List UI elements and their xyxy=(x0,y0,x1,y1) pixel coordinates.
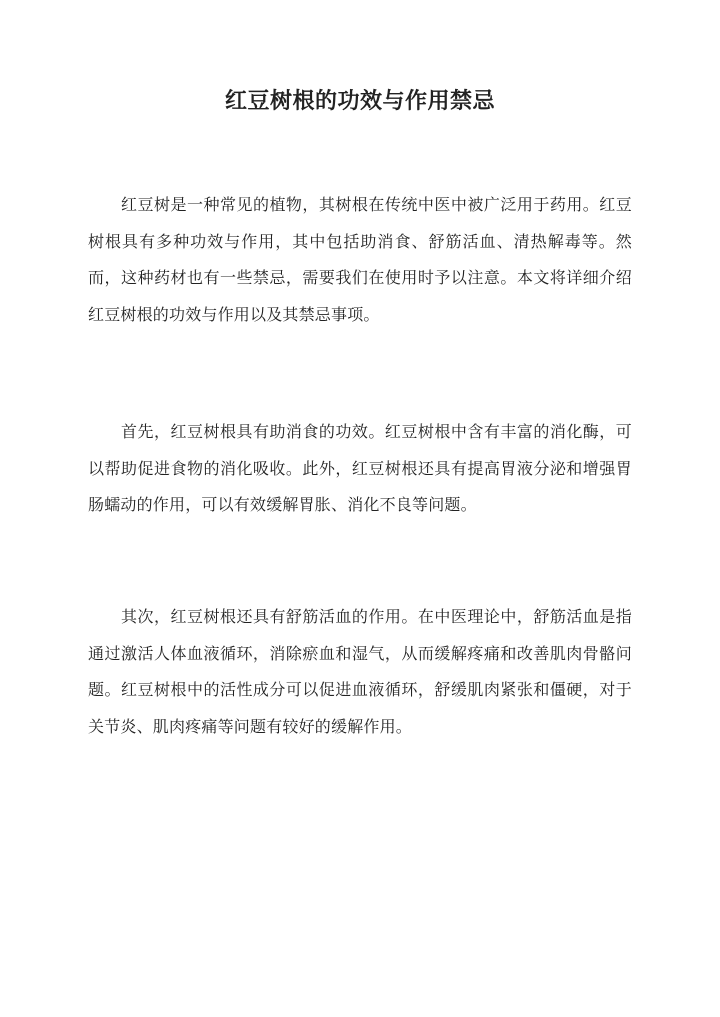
paragraph-circulation: 其次，红豆树根还具有舒筋活血的作用。在中医理论中，舒筋活血是指通过激活人体血液循环，消除瘀血和湿气，从而缓解疼痛和改善肌肉骨骼问题。红豆树根中的活性成分可以促进血液循环，舒缓肌肉紧张和僵硬，对于关节炎、肌肉疼痛等问题有较好的缓解作用。 xyxy=(88,607,632,736)
paragraph-intro: 红豆树是一种常见的植物，其树根在传统中医中被广泛用于药用。红豆树根具有多种功效与作用，其中包括助消食、舒筋活血、清热解毒等。然而，这种药材也有一些禁忌，需要我们在使用时予以注意。本文将详细介绍红豆树根的功效与作用以及其禁忌事项。 xyxy=(88,195,632,324)
paragraph-digestion: 首先，红豆树根具有助消食的功效。红豆树根中含有丰富的消化酶，可以帮助促进食物的消化吸收。此外，红豆树根还具有提高胃液分泌和增强胃肠蠕动的作用，可以有效缓解胃胀、消化不良等问题。 xyxy=(88,422,632,514)
document-title: 红豆树根的功效与作用禁忌 xyxy=(224,88,495,114)
